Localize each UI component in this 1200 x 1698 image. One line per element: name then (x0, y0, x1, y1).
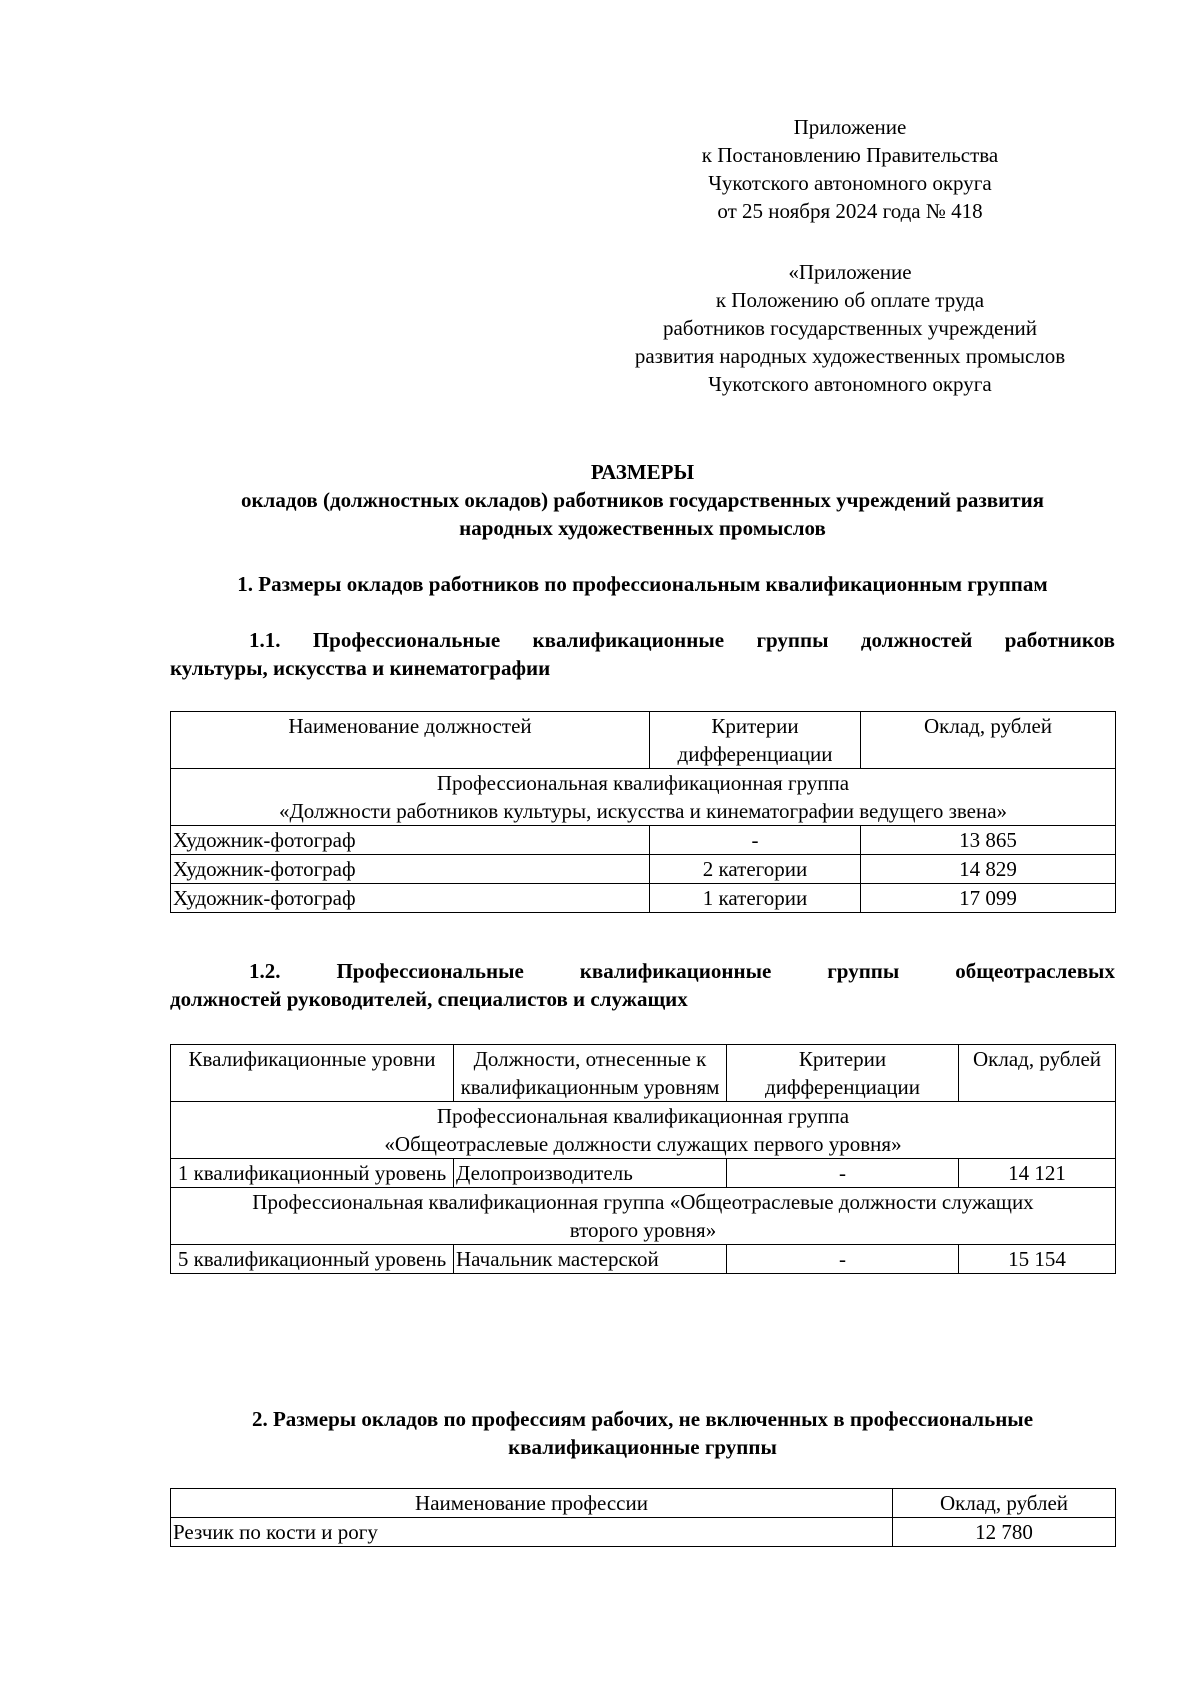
level-cell: 1 квалификационный уровень (171, 1159, 454, 1188)
appendix-line: «Приложение (788, 260, 912, 284)
appendix-line: к Постановлению Правительства (701, 143, 999, 167)
header-cell: Должности, отнесенные к квалификационным уровням (454, 1045, 727, 1102)
group-row (171, 1102, 1116, 1159)
appendix-line: развития народных художественных промыслов (634, 344, 1066, 368)
appendix-line: от 25 ноября 2024 года № 418 (717, 199, 983, 223)
heading-word: работников (1004, 628, 1115, 652)
group-row (171, 769, 1116, 826)
document-title (170, 458, 1115, 542)
title-main: РАЗМЕРЫ (590, 460, 695, 484)
appendix-line: Приложение (793, 115, 907, 139)
group-row (171, 1188, 1116, 1245)
culture-positions-table (170, 711, 1116, 913)
salary-cell: 17 099 (861, 884, 1116, 913)
heading-word: квалификационные (532, 628, 725, 652)
position-cell: Делопроизводитель (454, 1159, 727, 1188)
heading-word: общеотраслевых (955, 959, 1115, 983)
heading-line: культуры, искусства и кинематографии (170, 656, 551, 680)
group-line: второго уровня» (569, 1218, 717, 1242)
header-cell: Квалификационные уровни (171, 1045, 454, 1102)
appendix-line: к Положению об оплате труда (715, 288, 985, 312)
table-header-row (171, 712, 1116, 769)
position-cell: Художник-фотограф (171, 855, 650, 884)
heading-word: квалификационные (579, 959, 772, 983)
criteria-cell: - (650, 826, 861, 855)
appendix-header-regulation (600, 258, 1100, 398)
heading-word: группы (827, 959, 900, 983)
position-cell: Художник-фотограф (171, 826, 650, 855)
table-row (171, 1518, 1116, 1547)
header-cell: Наименование должностей (171, 712, 650, 769)
heading-word: группы (756, 628, 829, 652)
criteria-cell: - (727, 1245, 959, 1274)
salary-cell: 13 865 (861, 826, 1116, 855)
header-cell: Наименование профессии (171, 1489, 893, 1518)
heading-word: 1.1. (249, 628, 281, 652)
group-line: «Общеотраслевые должности служащих первого уровня» (384, 1132, 902, 1156)
header-cell: Критерии дифференциации (727, 1045, 959, 1102)
title-line: народных художественных промыслов (459, 516, 826, 540)
general-positions-table (170, 1044, 1116, 1274)
group-cell (171, 1102, 1116, 1159)
title-line: окладов (должностных окладов) работников государственных учреждений развития (240, 488, 1045, 512)
salary-cell: 14 829 (861, 855, 1116, 884)
table-row (171, 1159, 1116, 1188)
heading-line: 2. Размеры окладов по профессиям рабочих, не включенных в профессиональные (251, 1407, 1034, 1431)
header-cell: Критерии дифференциации (650, 712, 861, 769)
heading-word: 1.2. (249, 959, 281, 983)
group-line: Профессиональная квалификационная группа «Общеотраслевые должности служащих (252, 1190, 1034, 1214)
criteria-cell: - (727, 1159, 959, 1188)
header-cell: Оклад, рублей (861, 712, 1116, 769)
appendix-line: Чукотского автономного округа (708, 171, 992, 195)
group-line: Профессиональная квалификационная группа (436, 771, 850, 795)
heading-word: Профессиональные (336, 959, 524, 983)
table-row (171, 884, 1116, 913)
table-row (171, 826, 1116, 855)
subsection-1-2-heading (170, 957, 1115, 1013)
table-row (171, 855, 1116, 884)
group-line: Профессиональная квалификационная группа (436, 1104, 850, 1128)
level-cell: 5 квалификационный уровень (171, 1245, 454, 1274)
heading-line: должностей руководителей, специалистов и служащих (170, 987, 688, 1011)
criteria-cell: 1 категории (650, 884, 861, 913)
section-1-heading: 1. Размеры окладов работников по профессиональным квалификационным группам (237, 572, 1048, 596)
heading-word: Профессиональные (312, 628, 501, 652)
profession-cell: Резчик по кости и рогу (171, 1518, 893, 1547)
group-cell (171, 1188, 1116, 1245)
salary-cell: 14 121 (959, 1159, 1116, 1188)
subsection-1-1-heading (170, 626, 1115, 682)
table-header-row (171, 1489, 1116, 1518)
group-cell (171, 769, 1116, 826)
position-cell: Художник-фотограф (171, 884, 650, 913)
heading-line: квалификационные группы (508, 1435, 777, 1459)
heading-word: должностей (860, 628, 973, 652)
appendix-line: Чукотского автономного округа (708, 372, 992, 396)
salary-cell: 15 154 (959, 1245, 1116, 1274)
criteria-cell: 2 категории (650, 855, 861, 884)
appendix-line: работников государственных учреждений (662, 316, 1038, 340)
position-cell: Начальник мастерской (454, 1245, 727, 1274)
header-cell: Оклад, рублей (893, 1489, 1116, 1518)
salary-cell: 12 780 (893, 1518, 1116, 1547)
appendix-header-resolution (660, 113, 1040, 225)
header-cell: Оклад, рублей (959, 1045, 1116, 1102)
table-row (171, 1245, 1116, 1274)
worker-professions-table (170, 1488, 1116, 1547)
table-header-row (171, 1045, 1116, 1102)
group-line: «Должности работников культуры, искусства и кинематографии ведущего звена» (278, 799, 1008, 823)
section-2-heading (170, 1405, 1115, 1461)
